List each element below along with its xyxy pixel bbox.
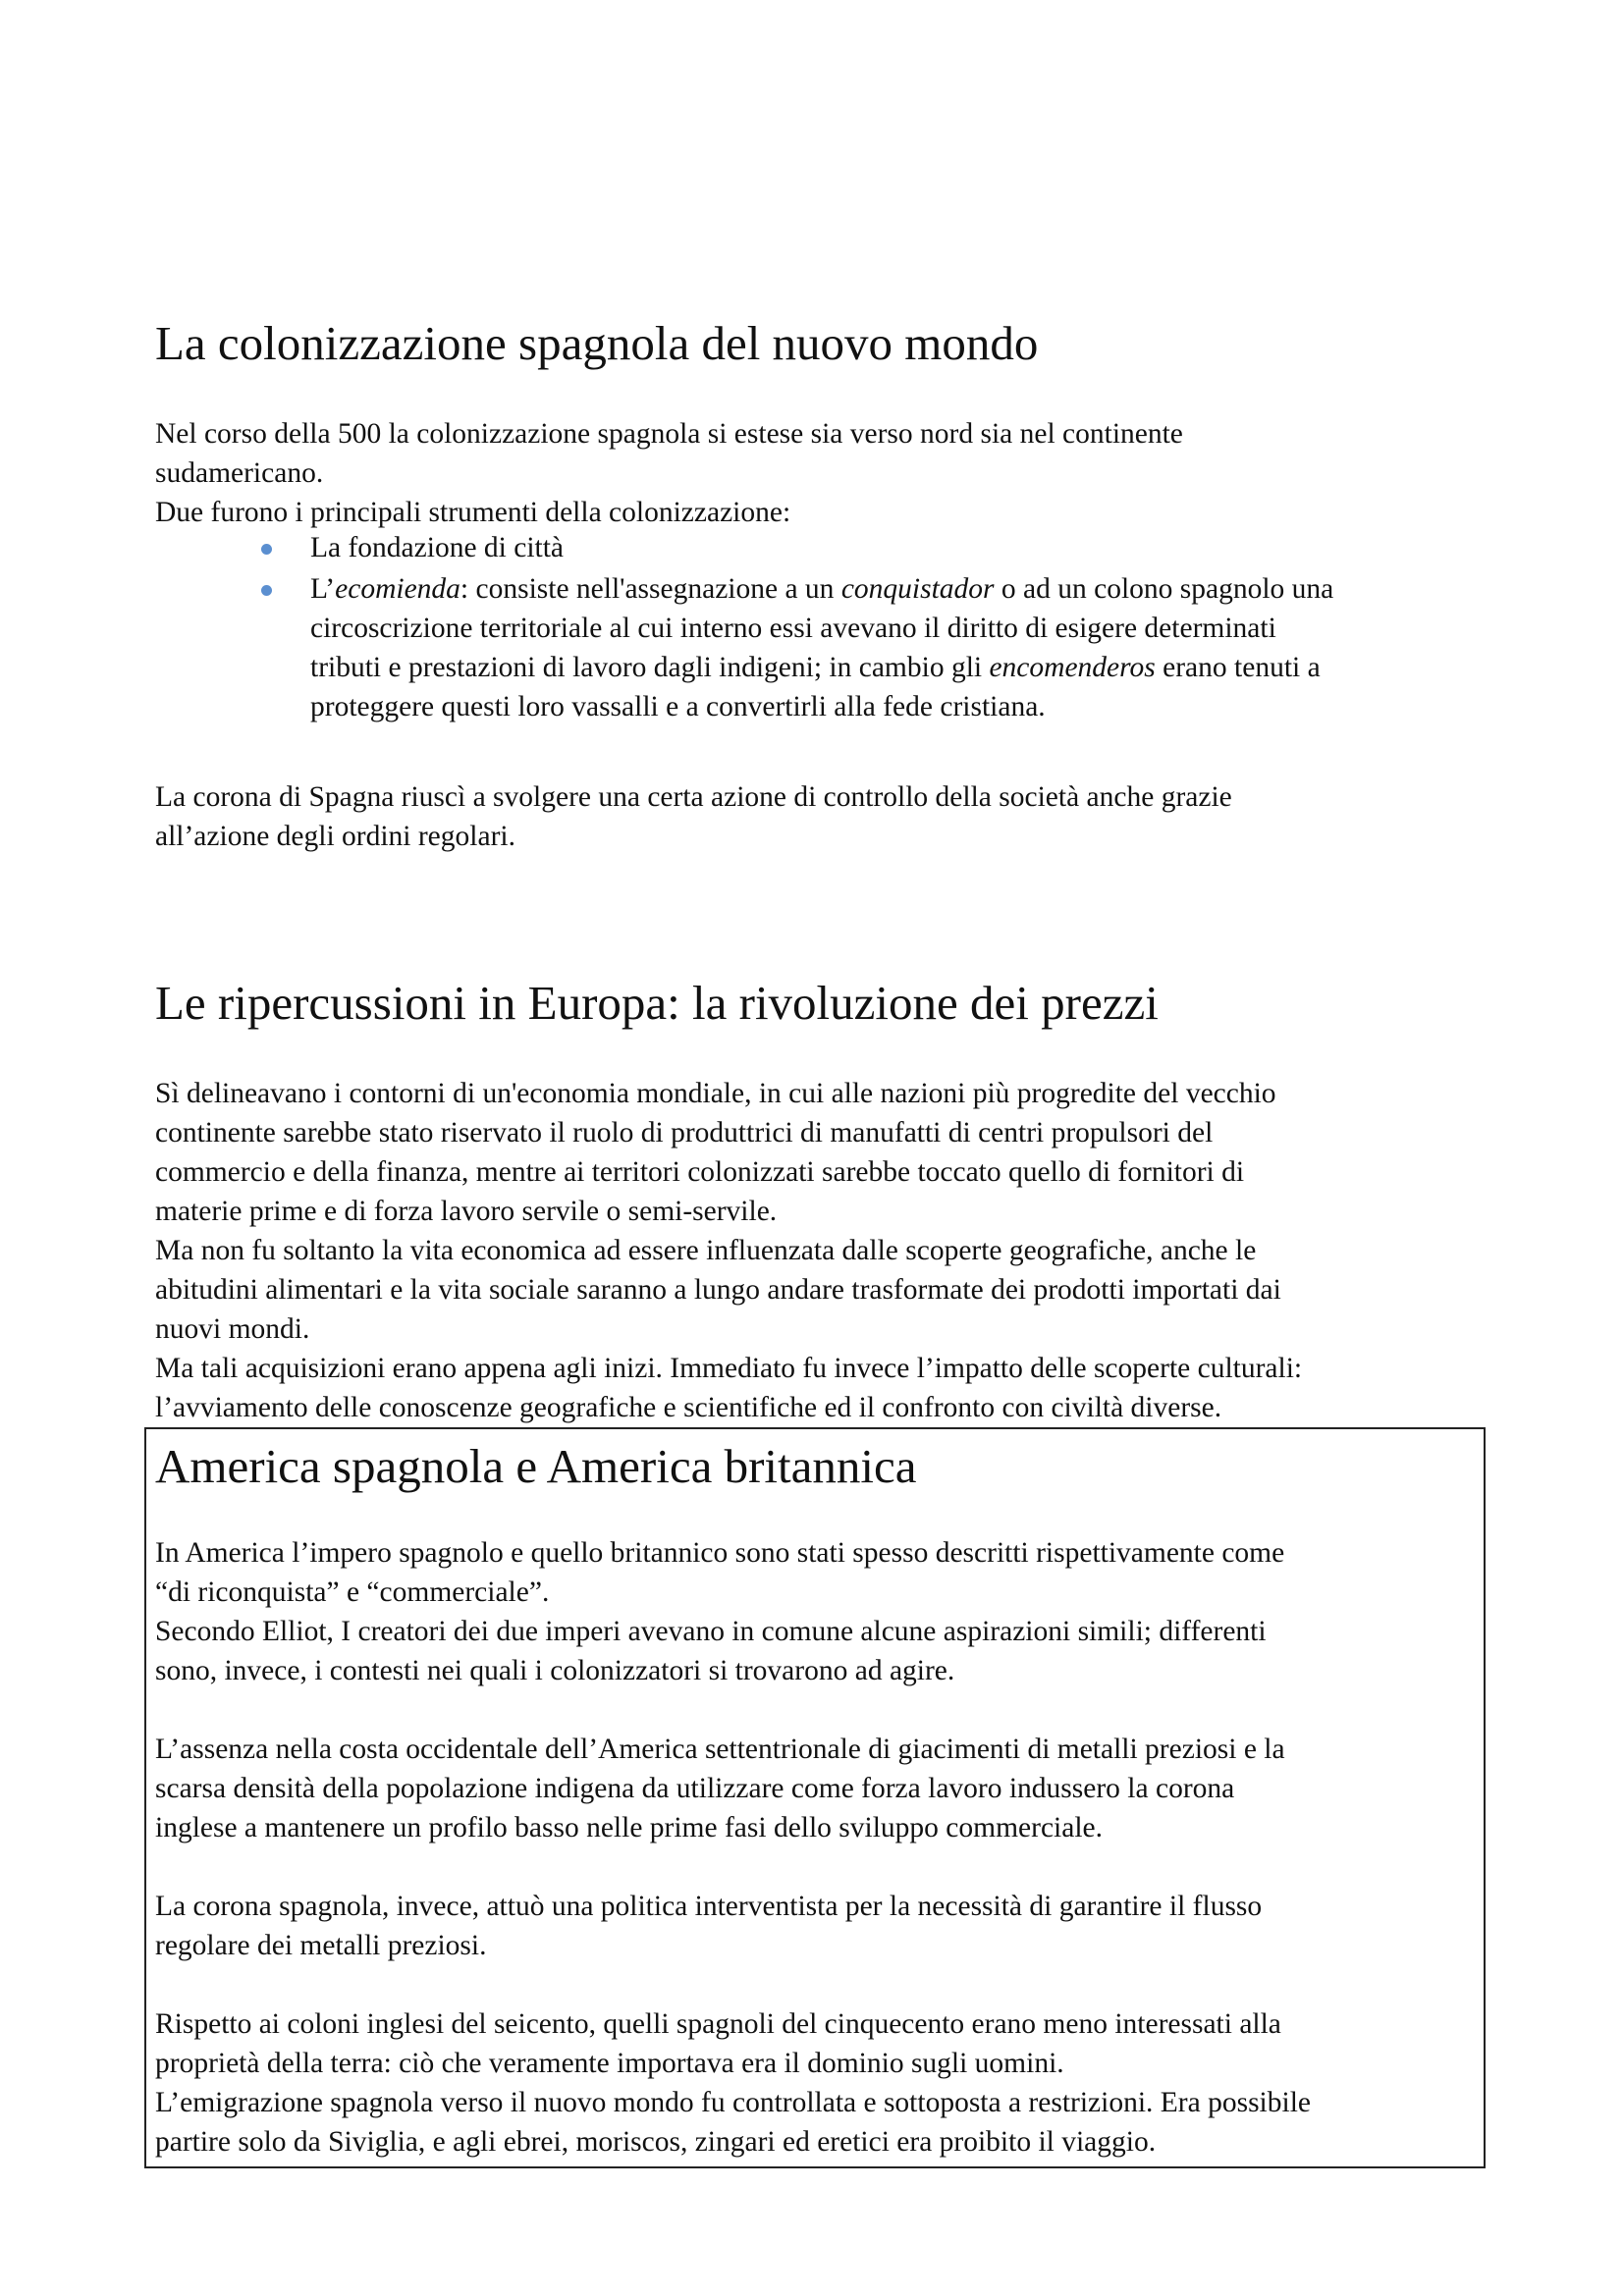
text-line: continente sarebbe stato riservato il ruolo di produttrici di manufatti di centri propulsori del [155, 1117, 1214, 1148]
text-line: L’assenza nella costa occidentale dell’America settentrionale di giacimenti di metalli preziosi e la [155, 1734, 1285, 1765]
intro-paragraph [155, 414, 1183, 532]
text-line: all’azione degli ordini regolari. [155, 821, 515, 852]
text-line: La corona di Spagna riuscì a svolgere una certa azione di controllo della società anche grazie [155, 781, 1232, 813]
americas-paragraph-2 [155, 1730, 1285, 1847]
term-encomenderos: encomenderos [989, 652, 1156, 683]
text-line: proteggere questi loro vassalli e a convertirli alla fede cristiana. [310, 691, 1046, 722]
section-heading-americas: America spagnola e America britannica [155, 1439, 917, 1493]
text-line: inglese a mantenere un profilo basso nelle prime fasi dello sviluppo commerciale. [155, 1812, 1104, 1843]
text-line: Ma non fu soltanto la vita economica ad essere influenzata dalle scoperte geografiche, anche le [155, 1235, 1257, 1266]
text-line: regolare dei metalli preziosi. [155, 1930, 487, 1961]
text-line: L’emigrazione spagnola verso il nuovo mondo fu controllata e sottoposta a restrizioni. Era possibile [155, 2087, 1311, 2118]
text-line: partire solo da Siviglia, e agli ebrei, moriscos, zingari ed eretici era proibito il viaggio. [155, 2126, 1157, 2158]
bullet-icon [261, 585, 272, 596]
text-line: nuovi mondi. [155, 1313, 310, 1345]
price-revolution-paragraph [155, 1074, 1302, 1427]
text-line: Nel corso della 500 la colonizzazione spagnola si estese sia verso nord sia nel continente [155, 418, 1183, 450]
text-line: Sì delineavano i contorni di un'economia mondiale, in cui alle nazioni più progredite del vecchio [155, 1078, 1276, 1109]
americas-paragraph-3 [155, 1887, 1262, 1965]
term-conquistador: conquistador [840, 573, 995, 605]
text-line: Secondo Elliot, I creatori dei due imperi avevano in comune alcune aspirazioni simili; differenti [155, 1616, 1267, 1647]
text-line: l’avviamento delle conoscenze geografiche e scientifiche ed il confronto con civiltà diverse. [155, 1392, 1222, 1423]
text-line: circoscrizione territoriale al cui interno essi avevano il diritto di esigere determinati [310, 613, 1276, 644]
text-line: tributi e prestazioni di lavoro dagli indigeni; in cambio gli encomenderos erano tenuti a [310, 652, 1321, 683]
text-line: L’ecomienda: consiste nell'assegnazione a un conquistador o ad un colono spagnolo una [310, 573, 1334, 605]
americas-paragraph-4 [155, 2004, 1311, 2162]
bullet-icon [261, 544, 272, 555]
text-line: materie prime e di forza lavoro servile o semi-servile. [155, 1196, 778, 1227]
text-line: La fondazione di città [310, 532, 565, 563]
text-line: Ma tali acquisizioni erano appena agli inizi. Immediato fu invece l’impatto delle scoperte culturali: [155, 1353, 1303, 1384]
text-line: “di riconquista” e “commerciale”. [155, 1576, 550, 1608]
text-line: commercio e della finanza, mentre ai territori colonizzati sarebbe toccato quello di fornitori di [155, 1156, 1245, 1188]
text-line: proprietà della terra: ciò che veramente importava era il dominio sugli uomini. [155, 2048, 1064, 2079]
text-line: scarsa densità della popolazione indigena da utilizzare come forza lavoro indussero la corona [155, 1773, 1235, 1804]
text-line: sudamericano. [155, 457, 324, 489]
text-line: In America l’impero spagnolo e quello britannico sono stati spesso descritti rispettivamente come [155, 1537, 1285, 1569]
text-line: Rispetto ai coloni inglesi del seicento, quelli spagnoli del cinquecento erano meno interessati alla [155, 2008, 1281, 2040]
text-line: La corona spagnola, invece, attuò una politica interventista per la necessità di garantire il flusso [155, 1891, 1263, 1922]
text-line: abitudini alimentari e la vita sociale saranno a lungo andare trasformate dei prodotti importati dai [155, 1274, 1281, 1306]
text-line: sono, invece, i contesti nei quali i colonizzatori si trovarono ad agire. [155, 1655, 955, 1686]
americas-paragraph-1 [155, 1533, 1284, 1690]
text-line: Due furono i principali strumenti della colonizzazione: [155, 497, 791, 528]
closing-paragraph [155, 777, 1232, 856]
term-ecomienda: ecomienda [335, 573, 460, 605]
section-heading-colonization: La colonizzazione spagnola del nuovo mondo [155, 316, 1039, 370]
section-heading-price-revolution: Le ripercussioni in Europa: la rivoluzione dei prezzi [155, 976, 1159, 1030]
